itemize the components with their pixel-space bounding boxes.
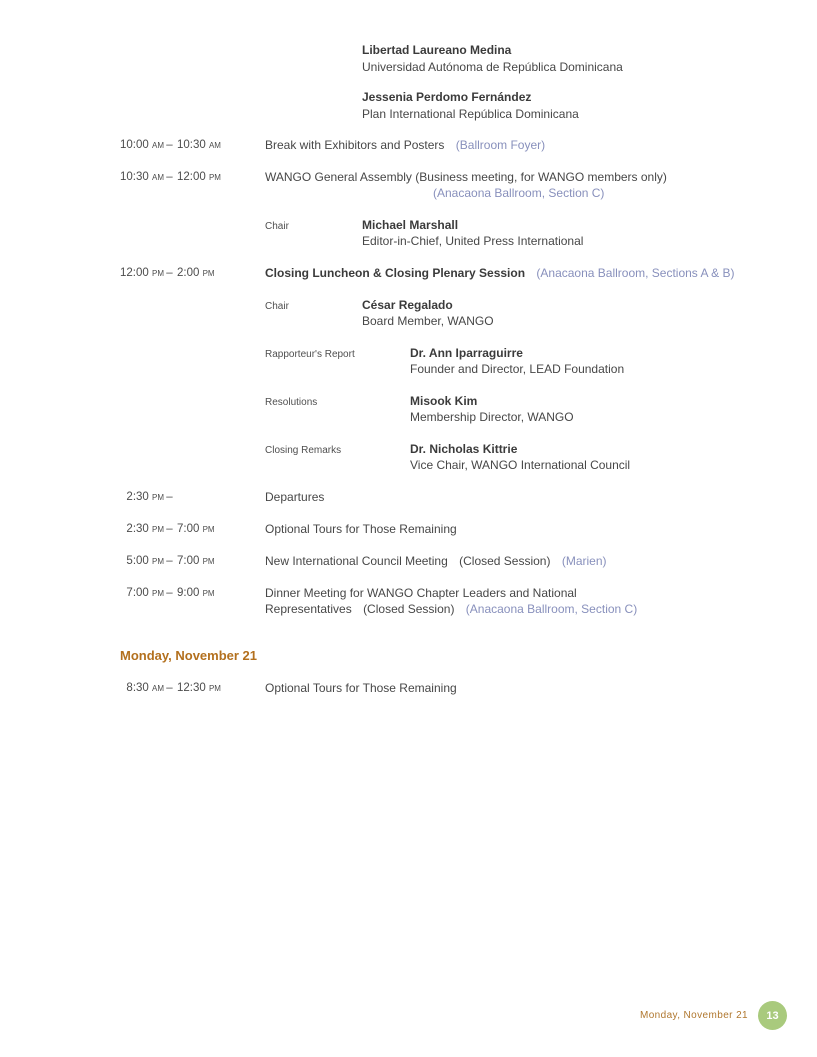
event-title-line2 xyxy=(265,601,793,617)
person-name: Dr. Nicholas Kittrie xyxy=(410,442,518,456)
role-label: Resolutions xyxy=(265,397,318,408)
event-description xyxy=(265,265,817,473)
time-range xyxy=(0,137,265,153)
person-row xyxy=(265,217,793,249)
time-dash: – xyxy=(166,523,173,535)
event-title: Dinner Meeting for WANGO Chapter Leaders and National xyxy=(265,586,577,600)
person-row xyxy=(265,345,793,377)
event-title: Optional Tours for Those Remaining xyxy=(265,522,457,536)
person-affiliation: Membership Director, WANGO xyxy=(410,410,574,424)
schedule-row xyxy=(0,265,817,473)
event-description xyxy=(265,137,817,153)
schedule-row xyxy=(0,585,817,617)
schedule-row xyxy=(0,137,817,153)
person-affiliation: Editor-in-Chief, United Press International xyxy=(362,234,584,248)
person-name: Misook Kim xyxy=(410,394,478,408)
start-time: 2:30 pm xyxy=(126,491,164,503)
person-row xyxy=(265,441,793,473)
end-time: 2:00 pm xyxy=(177,267,215,279)
footer-day-label: Monday, November 21 xyxy=(639,1010,748,1021)
end-time: 7:00 pm xyxy=(177,523,215,535)
time-range xyxy=(0,585,265,601)
event-location: (Marien) xyxy=(561,554,607,568)
event-title-line xyxy=(265,265,793,281)
time-range xyxy=(0,169,265,185)
time-range xyxy=(0,489,265,505)
event-title: Closing Luncheon & Closing Plenary Session xyxy=(265,266,526,280)
end-time: 9:00 pm xyxy=(177,587,215,599)
role-label: Chair xyxy=(265,221,289,232)
role-label: Chair xyxy=(265,301,289,312)
end-time: 12:30 pm xyxy=(177,682,221,694)
speaker-entry xyxy=(362,42,817,76)
start-time: 7:00 pm xyxy=(126,587,164,599)
event-location: (Anacaona Ballroom, Section C) xyxy=(433,186,605,200)
end-time: 7:00 pm xyxy=(177,555,215,567)
time-range xyxy=(0,680,265,696)
time-dash: – xyxy=(166,555,173,567)
event-title: New International Council Meeting xyxy=(265,554,448,568)
person-info xyxy=(410,345,624,377)
event-description xyxy=(265,680,817,696)
event-description xyxy=(265,489,817,505)
start-time: 8:30 am xyxy=(126,682,164,694)
time-dash: – xyxy=(166,682,173,694)
event-location: (Ballroom Foyer) xyxy=(455,138,546,152)
event-description xyxy=(265,585,817,617)
time-dash: – xyxy=(166,139,173,151)
event-location: (Anacaona Ballroom, Section C) xyxy=(465,602,638,616)
speaker-affiliation: Universidad Autónoma de República Dominicana xyxy=(362,60,623,74)
person-name: Michael Marshall xyxy=(362,218,459,232)
speaker-name: Libertad Laureano Medina xyxy=(362,43,512,57)
time-range xyxy=(0,553,265,569)
person-affiliation: Vice Chair, WANGO International Council xyxy=(410,458,631,472)
event-title: Break with Exhibitors and Posters xyxy=(265,138,445,152)
person-affiliation: Board Member, WANGO xyxy=(362,314,494,328)
start-time: 10:00 am xyxy=(120,139,164,151)
person-row xyxy=(265,297,793,329)
speaker-name: Jessenia Perdomo Fernández xyxy=(362,90,532,104)
time-dash: – xyxy=(166,587,173,599)
day-heading: Monday, November 21 xyxy=(120,648,258,663)
time-dash: – xyxy=(166,491,173,503)
person-info xyxy=(410,441,630,473)
time-range xyxy=(0,521,265,537)
speaker-affiliation: Plan International República Dominicana xyxy=(362,107,579,121)
page-footer xyxy=(640,1001,787,1030)
event-title: Optional Tours for Those Remaining xyxy=(265,681,457,695)
schedule-row xyxy=(0,489,817,505)
end-time: 10:30 am xyxy=(177,139,221,151)
person-affiliation: Founder and Director, LEAD Foundation xyxy=(410,362,625,376)
event-title: Departures xyxy=(265,490,325,504)
start-time: 2:30 pm xyxy=(126,523,164,535)
schedule-row xyxy=(0,553,817,569)
schedule-row xyxy=(0,521,817,537)
schedule-row xyxy=(0,680,817,696)
start-time: 10:30 am xyxy=(120,171,164,183)
event-title-continued: Representatives xyxy=(265,602,352,616)
start-time: 5:00 pm xyxy=(126,555,164,567)
person-info xyxy=(362,297,494,329)
page-number-badge: 13 xyxy=(758,1001,787,1030)
event-description xyxy=(265,169,817,249)
page-content xyxy=(0,42,817,712)
person-info xyxy=(362,217,583,249)
event-note: (Closed Session) xyxy=(459,554,551,568)
person-row xyxy=(265,393,793,425)
event-note: (Closed Session) xyxy=(363,602,455,616)
person-info xyxy=(410,393,574,425)
speaker-entry xyxy=(362,89,817,123)
time-range xyxy=(0,265,265,281)
start-time: 12:00 pm xyxy=(120,267,164,279)
role-label: Closing Remarks xyxy=(265,445,342,456)
event-description xyxy=(265,553,817,569)
role-label: Rapporteur's Report xyxy=(265,349,355,360)
event-title: WANGO General Assembly (Business meeting, for WANGO members only) xyxy=(265,170,667,184)
person-name: Dr. Ann Iparraguirre xyxy=(410,346,523,360)
time-dash: – xyxy=(166,171,173,183)
event-location: (Anacaona Ballroom, Sections A & B) xyxy=(536,266,735,280)
end-time: 12:00 pm xyxy=(177,171,221,183)
schedule-row xyxy=(0,169,817,249)
person-name: César Regalado xyxy=(362,298,453,312)
speakers-continued xyxy=(362,42,817,123)
event-description xyxy=(265,521,817,537)
time-dash: – xyxy=(166,267,173,279)
